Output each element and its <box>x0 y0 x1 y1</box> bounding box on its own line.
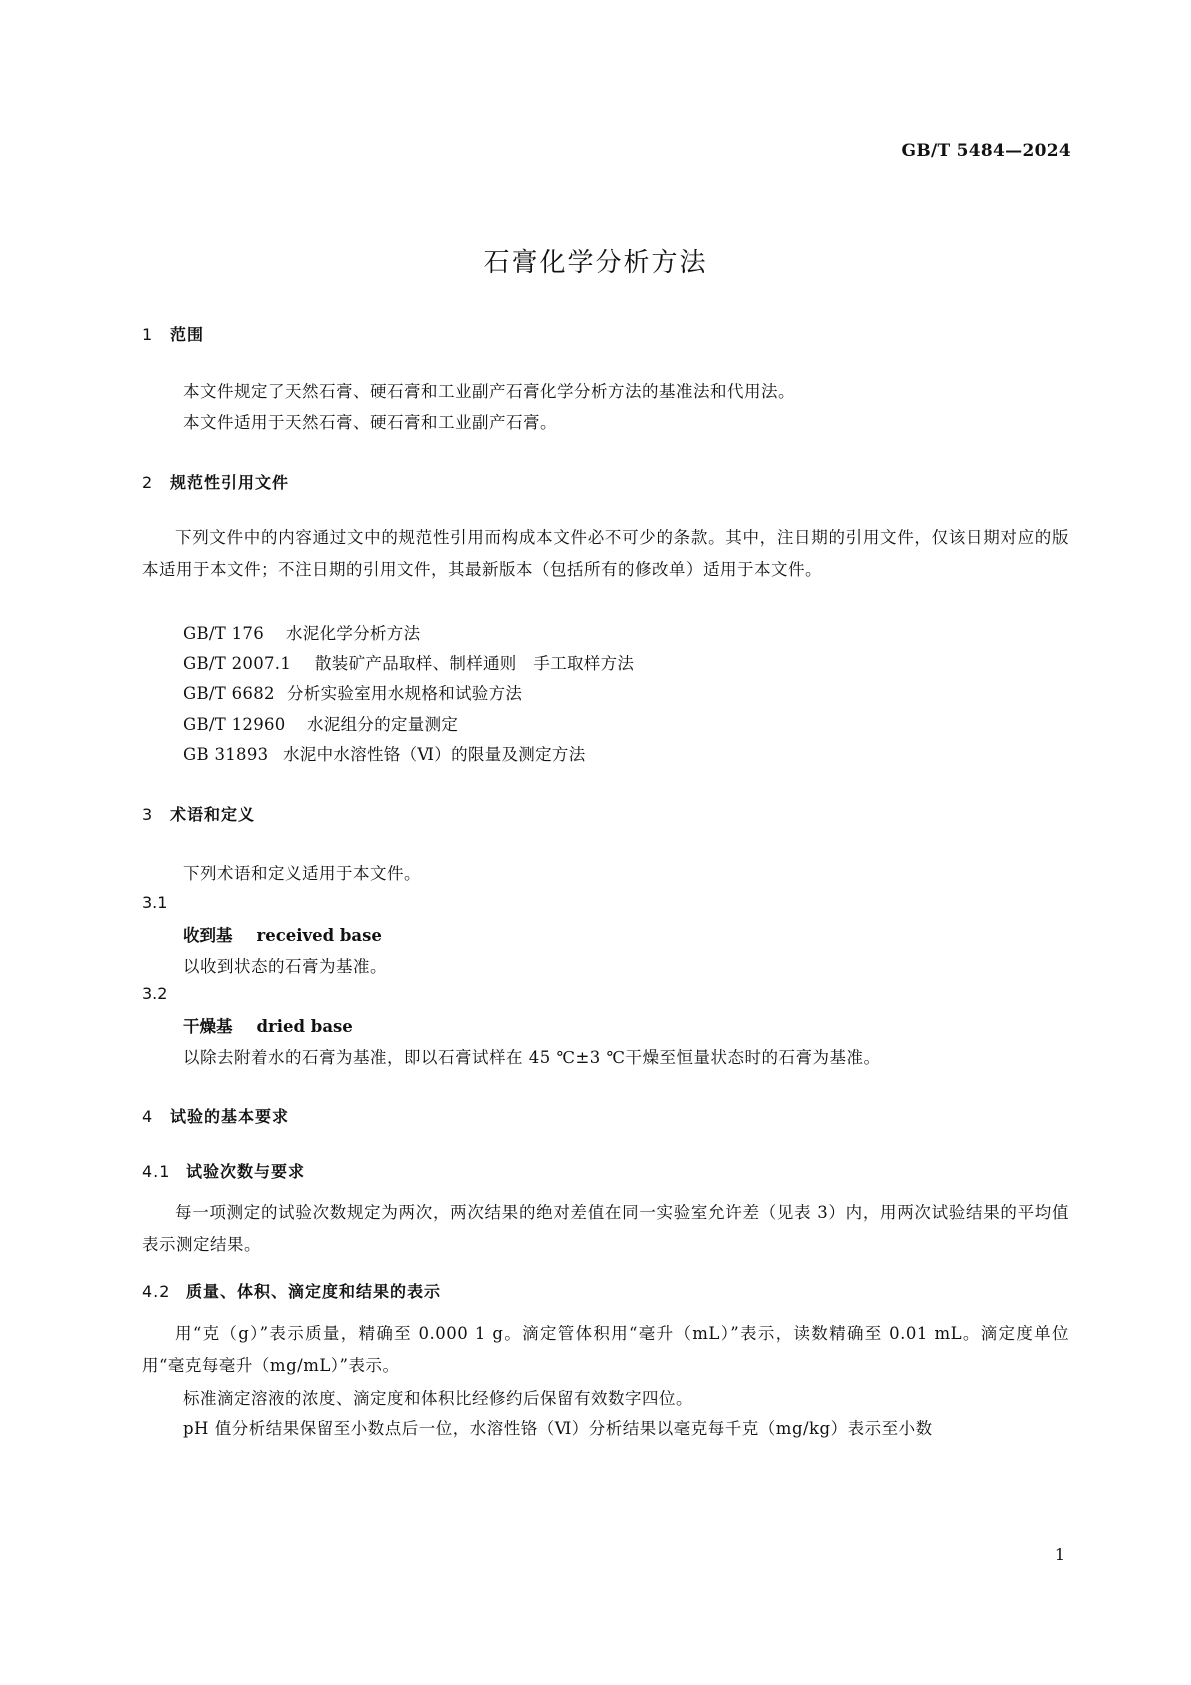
reference-title: 散装矿产品取样、制样通则 手工取样方法 <box>315 654 635 673</box>
reference-code: GB/T 2007.1 <box>183 654 292 673</box>
paragraph: 本文件规定了天然石膏、硬石膏和工业副产石膏化学分析方法的基准法和代用法。 <box>183 382 795 401</box>
paragraph: 本文件适用于天然石膏、硬石膏和工业副产石膏。 <box>183 413 557 432</box>
term-name-en: dried base <box>256 1017 353 1036</box>
reference-title: 分析实验室用水规格和试验方法 <box>287 684 523 703</box>
term-name <box>183 922 382 946</box>
reference-code: GB/T 6682 <box>183 684 275 703</box>
term-number: 3.1 <box>142 893 168 912</box>
paragraph: 下列术语和定义适用于本文件。 <box>183 864 421 883</box>
section-number: 4 <box>142 1107 154 1126</box>
section-title: 规范性引用文件 <box>170 473 290 492</box>
section-4-heading <box>142 1104 289 1127</box>
reference-item <box>183 620 420 644</box>
section-title: 范围 <box>170 325 205 344</box>
reference-title: 水泥组分的定量测定 <box>307 715 459 734</box>
standard-code: GB/T 5484—2024 <box>901 141 1071 161</box>
section-number: 4.2 <box>142 1282 171 1301</box>
term-name-zh: 收到基 <box>183 926 233 945</box>
reference-item <box>183 680 522 704</box>
section-number: 4.1 <box>142 1162 171 1181</box>
term-name-zh: 干燥基 <box>183 1017 233 1036</box>
reference-item <box>183 741 586 765</box>
subsection-4-1-heading <box>142 1159 305 1182</box>
section-1-heading <box>142 322 204 345</box>
reference-title: 水泥中水溶性铬（Ⅵ）的限量及测定方法 <box>283 745 586 764</box>
term-definition: 以收到状态的石膏为基准。 <box>183 957 387 976</box>
section-number: 1 <box>142 325 154 344</box>
section-title: 试验的基本要求 <box>170 1107 290 1126</box>
term-number: 3.2 <box>142 984 168 1003</box>
section-title: 质量、体积、滴定度和结果的表示 <box>186 1282 442 1301</box>
reference-item <box>183 711 458 735</box>
paragraph: 用“克（g）”表示质量，精确至 0.000 1 g。滴定管体积用“毫升（mL）”表示，读数精确至 0.01 mL。滴定度单位用“毫克每毫升（mg/mL）”表示。 <box>142 1324 1069 1375</box>
term-definition: 以除去附着水的石膏为基准，即以石膏试样在 45 ℃±3 ℃干燥至恒量状态时的石膏为基准。 <box>183 1048 881 1067</box>
paragraph-normative-intro: 下列文件中的内容通过文中的规范性引用而构成本文件必不可少的条款。其中，注日期的引用文件，仅该日期对应的版本适用于本文件；不注日期的引用文件，其最新版本（包括所有的修改单）适用于本文件。 <box>142 528 1069 579</box>
paragraph: pH 值分析结果保留至小数点后一位，水溶性铬（Ⅵ）分析结果以毫克每千克（mg/kg）表示至小数 <box>183 1419 933 1438</box>
term-name-en: received base <box>256 926 382 945</box>
paragraph: 标准滴定溶液的浓度、滴定度和体积比经修约后保留有效数字四位。 <box>183 1389 693 1408</box>
section-number: 2 <box>142 473 154 492</box>
section-title: 试验次数与要求 <box>186 1162 306 1181</box>
paragraph: 每一项测定的试验次数规定为两次，两次结果的绝对差值在同一实验室允许差（见表 3）内，用两次试验结果的平均值表示测定结果。 <box>142 1203 1069 1254</box>
section-3-heading <box>142 802 255 825</box>
reference-code: GB 31893 <box>183 745 269 764</box>
reference-code: GB/T 176 <box>183 624 265 643</box>
section-number: 3 <box>142 805 154 824</box>
term-name <box>183 1013 353 1037</box>
reference-code: GB/T 12960 <box>183 715 286 734</box>
section-title: 术语和定义 <box>170 805 256 824</box>
section-2-heading <box>142 470 289 493</box>
subsection-4-2-heading <box>142 1279 441 1302</box>
document-title: 石膏化学分析方法 <box>483 248 708 278</box>
reference-item <box>183 650 634 674</box>
page-number: 1 <box>1054 1545 1065 1564</box>
reference-title: 水泥化学分析方法 <box>286 624 421 643</box>
